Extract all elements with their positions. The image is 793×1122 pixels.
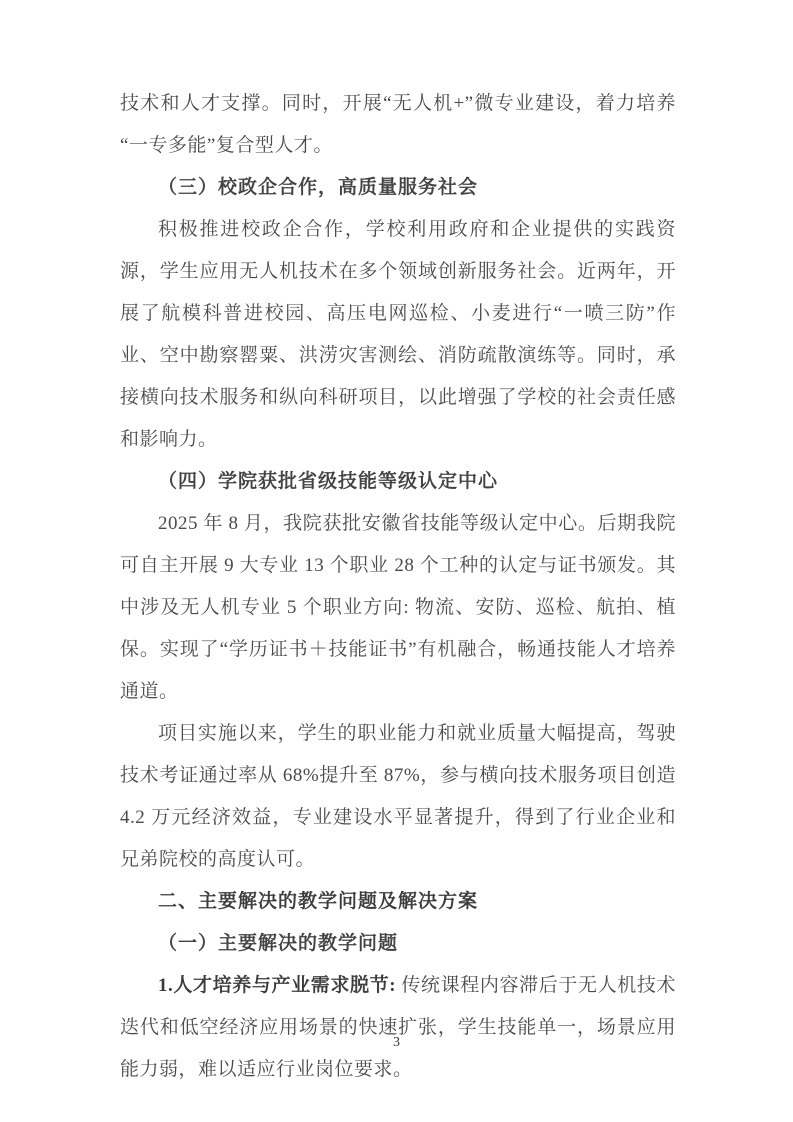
page-body	[120, 83, 676, 1091]
paragraph-project-results: 项目实施以来，学生的职业能力和就业质量大幅提高，驾驶技术考证通过率从 68%提升至 87%，参与横向技术服务项目创造 4.2 万元经济效益，专业建设水平显著提升，得到了行业企业和兄弟院校的高度认可。	[120, 723, 676, 870]
section-heading-4: （四）学院获批省级技能等级认定中心	[158, 471, 499, 492]
section-heading-2-1: （一）主要解决的教学问题	[158, 933, 399, 954]
chapter-heading-2: 二、主要解决的教学问题及解决方案	[158, 891, 479, 912]
paragraph-school-gov-enterprise: 积极推进校政企合作，学校利用政府和企业提供的实践资源，学生应用无人机技术在多个领域创新服务社会。近两年，开展了航模科普进校园、高压电网巡检、小麦进行“一喷三防”作业、空中勘察罂粟、洪涝灾害测绘、消防疏散演练等。同时，承接横向技术服务和纵向科研项目，以此增强了学校的社会责任感和影响力。	[120, 219, 676, 450]
problem-1-title: 1.人才培养与产业需求脱节:	[158, 975, 402, 996]
paragraph-certification-center: 2025 年 8 月，我院获批安徽省技能等级认定中心。后期我院可自主开展 9 大专业 13 个职业 28 个工种的认定与证书颁发。其中涉及无人机专业 5 个职业方向: 物流、安防、巡检、航拍、植保。实现了“学历证书＋技能证书”有机融合，畅通技能人才培养通道。	[120, 513, 676, 702]
page-number: 3	[393, 1035, 400, 1050]
paragraph-problem-1	[120, 965, 676, 1091]
problem-1-description: 传统课程内容滞后于无人机技术迭代和低空经济应用场景的快速扩张，学生技能单一，场景应用能力弱，难以适应行业岗位要求。	[120, 975, 676, 1080]
section-heading-3: （三）校政企合作，高质量服务社会	[158, 177, 479, 198]
paragraph-continuation: 技术和人才支撑。同时，开展“无人机+”微专业建设，着力培养“一专多能”复合型人才。	[120, 93, 676, 156]
